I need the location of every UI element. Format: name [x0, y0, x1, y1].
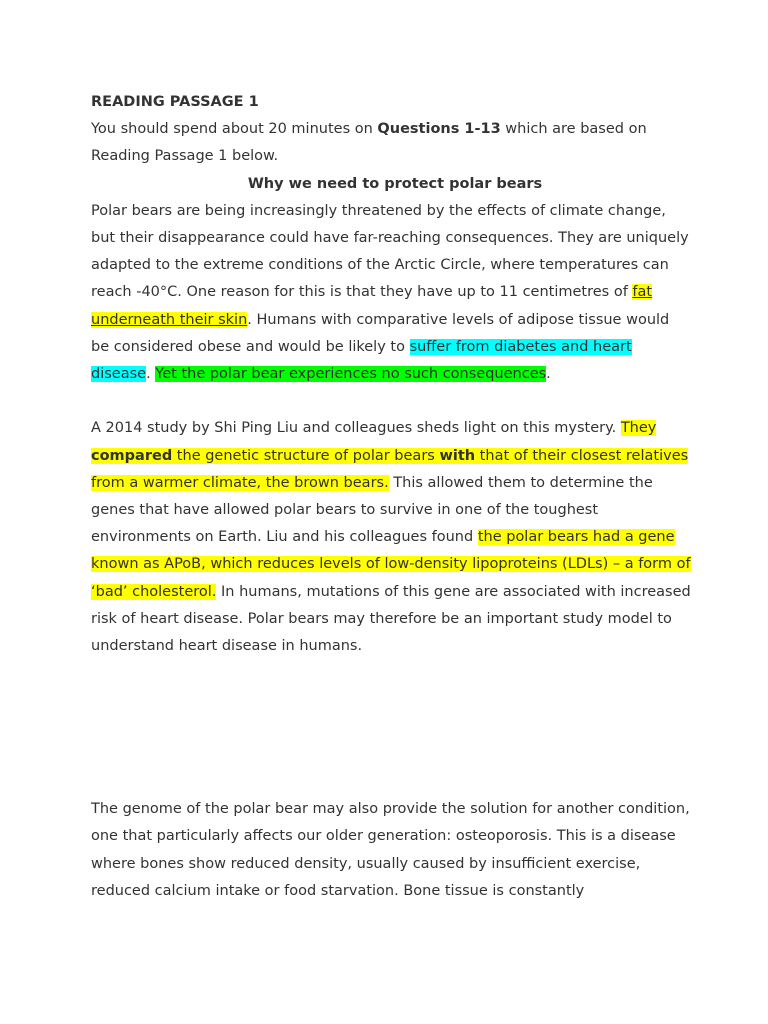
intro-text-before: You should spend about 20 minutes on: [91, 121, 378, 138]
highlight-with: with: [439, 447, 476, 464]
highlight-they: They: [620, 420, 657, 437]
p1-text-1: Polar bears are being increasingly threatened by the effects of climate change, but their disappearance could have far-reaching consequences. They are uniquely adapted to the extreme conditions of the Arctic Circle, where temperatures can reach -40°C. One reason for this is that they have up to 11 centimetres of: [91, 202, 689, 301]
highlight-apob-gene: the polar bears had a gene known as APoB, which reduces levels of low-density lipoproteins (LDLs) – a form of ‘bad’ cholesterol.: [91, 529, 691, 600]
paragraph-spacer: [91, 388, 691, 415]
p2-text-1: A 2014 study by Shi Ping Liu and colleagues sheds light on this mystery.: [91, 420, 621, 437]
section-spacer: [91, 660, 691, 796]
highlight-no-such-consequences: Yet the polar bear experiences no such consequences: [155, 366, 547, 383]
passage-title: Why we need to protect polar bears: [247, 175, 543, 192]
p1-text-3: .: [146, 366, 156, 383]
intro-text-after: which are based on Reading Passage 1 below.: [91, 121, 647, 165]
p2-text-3: In humans, mutations of this gene are associated with increased risk of heart disease. Polar bears may therefore be an important study model to understand heart disease in humans.: [91, 583, 691, 655]
paragraph-1: [91, 198, 691, 388]
intro-questions-range: Questions 1-13: [377, 121, 501, 138]
reading-passage: [91, 89, 691, 905]
p2-text-2: This allowed them to determine the genes that have allowed polar bears to survive in one of the toughest environments on Earth. Liu and his colleagues found: [91, 474, 653, 546]
highlight-closest-relatives: that of their closest relatives from a warmer climate, the brown bears.: [91, 447, 689, 491]
highlight-compared: compared: [91, 447, 173, 464]
paragraph-3: The genome of the polar bear may also provide the solution for another condition, one that particularly affects our older generation: osteoporosis. This is a disease where bones show reduced density, usually caused by insufficient exercise, reduced calcium intake or food starvation. Bone tissue is constantly: [91, 801, 690, 899]
passage-intro: [91, 116, 691, 170]
passage-heading: READING PASSAGE 1: [91, 94, 259, 110]
highlight-diabetes-heart-disease: suffer from diabetes and heart disease: [91, 338, 632, 383]
highlight-fat-underneath-skin: fat underneath their skin: [91, 284, 653, 328]
p1-text-4: .: [546, 366, 551, 383]
paragraph-2: [91, 415, 691, 660]
highlight-genetic-structure: the genetic structure of polar bears: [172, 447, 440, 464]
p1-text-2: . Humans with comparative levels of adipose tissue would be considered obese and would be likely to: [91, 311, 670, 355]
